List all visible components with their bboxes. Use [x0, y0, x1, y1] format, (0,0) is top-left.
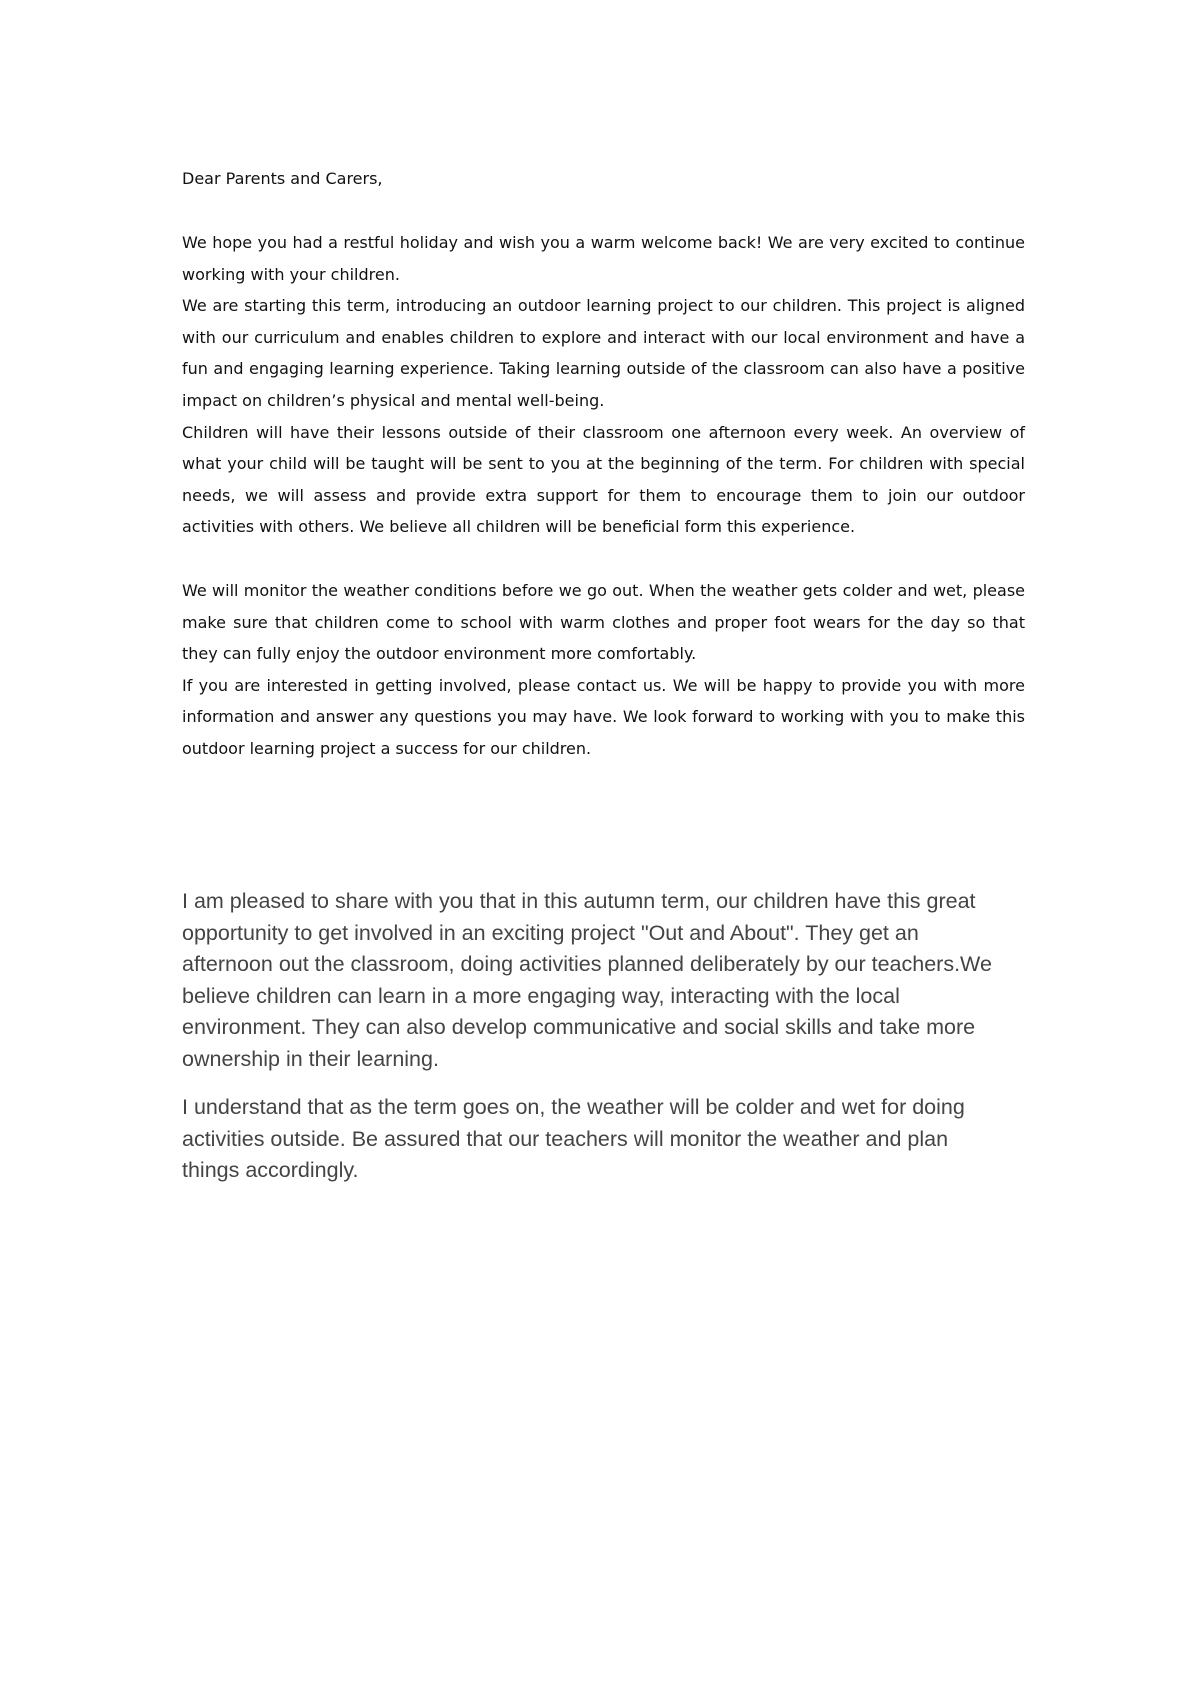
- letter-salutation: Dear Parents and Carers,: [182, 169, 383, 188]
- note-paragraph-weather: I understand that as the term goes on, the weather will be colder and wet for doing activities outside. Be assured that our teachers will monitor the weather and plan things accordingly.: [182, 1095, 965, 1182]
- letter-paragraph-lessons: Children will have their lessons outside of their classroom one afternoon every week. An overview of what your child will be taught will be sent to you at the beginning of the term. For children with special needs, we will assess and provide extra support for them to encourage them to join our outdoor activities with others. We believe all children will be beneficial form this experience.: [182, 422, 1025, 537]
- note-paragraph-project: I am pleased to share with you that in this autumn term, our children have this great opportunity to get involved in an exciting project "Out and About". They get an afternoon out the classroom, doing activities planned deliberately by our teachers.We believe children can learn in a more engaging way, interacting with the local environment. They can also develop communicative and social skills and take more ownership in their learning.: [182, 889, 992, 1071]
- paragraph-spacer: [182, 543, 1025, 575]
- letter-paragraph-welcome: We hope you had a restful holiday and wish you a warm welcome back! We are very excited to continue working with your children.: [182, 233, 1025, 284]
- letter-paragraph-weather: We will monitor the weather conditions before we go out. When the weather gets colder and wet, please make sure that children come to school with warm clothes and proper foot wears for the day so that they can fully enjoy the outdoor environment more comfortably.: [182, 580, 1025, 664]
- letter-paragraph-contact: If you are interested in getting involved, please contact us. We will be happy to provide you with more information and answer any questions you may have. We look forward to working with you to make this outdoor learning project a success for our children.: [182, 675, 1025, 758]
- draft-notes: [182, 886, 1002, 1204]
- letter-body: [182, 163, 1025, 765]
- letter-paragraph-project: We are starting this term, introducing an outdoor learning project to our children. This project is aligned with our curriculum and enables children to explore and interact with our local environment and have a fun and engaging learning experience. Taking learning outside of the classroom can also have a positive impact on children’s physical and mental well-being.: [182, 296, 1025, 410]
- paragraph-spacer: [182, 195, 1025, 227]
